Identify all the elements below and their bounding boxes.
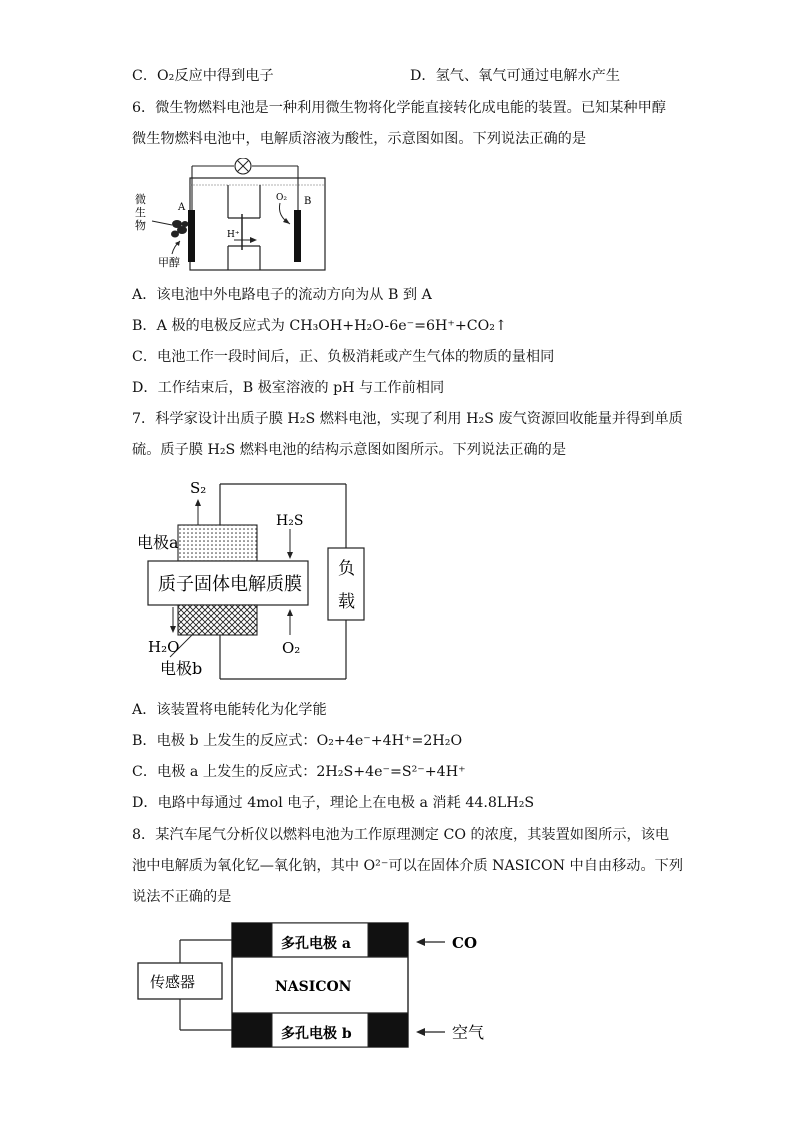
q6-stem-line-1: 6．微生物燃料电池是一种利用微生物将化学能直接转化成电能的装置。已知某种甲醇: [132, 100, 666, 116]
q6-option-a: A．该电池中外电路电子的流动方向为从 B 到 A: [132, 287, 432, 303]
q6-option-b: B．A 极的电极反应式为 CH₃OH+H₂O-6e⁻=6H⁺+CO₂↑: [132, 318, 507, 334]
q7-label-o2: O₂: [282, 639, 301, 657]
q7-option-a: A．该装置将电能转化为化学能: [132, 702, 327, 718]
q6-option-d: D．工作结束后，B 极室溶液的 pH 与工作前相同: [132, 380, 445, 396]
q8-label-nasicon: NASICON: [275, 979, 352, 995]
q6-label-a: A: [178, 202, 186, 213]
q7-label-load-2: 载: [338, 592, 355, 612]
q8-label-co: CO: [452, 934, 478, 952]
q7-option-b: B．电极 b 上发生的反应式：O₂+4e⁻+4H⁺=2H₂O: [132, 733, 463, 749]
q7-label-load-1: 负: [338, 559, 355, 579]
lamp-icon: [235, 158, 251, 174]
q6-label-o2: O₂: [276, 193, 287, 203]
q6-stem-line-2: 微生物燃料电池中，电解质溶液为酸性，示意图如图。下列说法正确的是: [132, 131, 587, 147]
q6-fuel-cell-diagram: [130, 158, 340, 273]
q8-stem-line-2: 池中电解质为氧化钇—氧化钠，其中 O²⁻可以在固体介质 NASICON 中自由移动。下列: [132, 858, 684, 874]
q6-label-microbe-3: 物: [135, 219, 146, 232]
q7-stem-line-2: 硫。质子膜 H₂S 燃料电池的结构示意图如图所示。下列说法正确的是: [132, 442, 567, 458]
q8-stem-line-3: 说法不正确的是: [132, 889, 232, 905]
microbe-icon: [171, 220, 189, 238]
q8-label-electrode-b: 多孔电极 b: [281, 1026, 352, 1042]
q6-label-h: H⁺: [227, 230, 240, 240]
q8-label-air: 空气: [452, 1023, 485, 1042]
q6-label-b: B: [304, 196, 312, 207]
q7-option-c: C．电极 a 上发生的反应式：2H₂S+4e⁻=S²⁻+4H⁺: [132, 764, 466, 780]
q6-label-methanol: 甲醇: [158, 256, 180, 269]
q7-label-h2s: H₂S: [276, 513, 304, 529]
q6-label-microbe-1: 微: [135, 193, 146, 206]
q7-stem-line-1: 7．科学家设计出质子膜 H₂S 燃料电池，实现了利用 H₂S 废气资源回收能量并得到单质: [132, 411, 683, 427]
q7-option-d: D．电路中每通过 4mol 电子，理论上在电极 a 消耗 44.8LH₂S: [132, 795, 535, 811]
q6-option-c: C．电池工作一段时间后，正、负极消耗或产生气体的物质的量相同: [132, 349, 555, 365]
q7-label-s2: S₂: [190, 479, 207, 497]
q7-label-electrode-b: 电极b: [160, 659, 203, 678]
q5-option-c: C．O₂反应中得到电子: [132, 68, 274, 84]
q7-label-membrane: 质子固体电解质膜: [158, 574, 302, 595]
q6-label-microbe-2: 生: [135, 206, 146, 219]
q8-co-sensor-diagram: [130, 918, 500, 1053]
q8-label-sensor: 传感器: [150, 973, 196, 991]
q5-option-d: D．氢气、氧气可通过电解水产生: [410, 68, 621, 84]
q7-h2s-fuel-cell-diagram: [130, 475, 370, 685]
q8-stem-line-1: 8．某汽车尾气分析仪以燃料电池为工作原理测定 CO 的浓度，其装置如图所示，该电: [132, 827, 670, 843]
q7-label-electrode-a: 电极a: [137, 533, 179, 552]
q8-label-electrode-a: 多孔电极 a: [281, 936, 351, 952]
q7-label-h2o: H₂O: [148, 638, 180, 656]
